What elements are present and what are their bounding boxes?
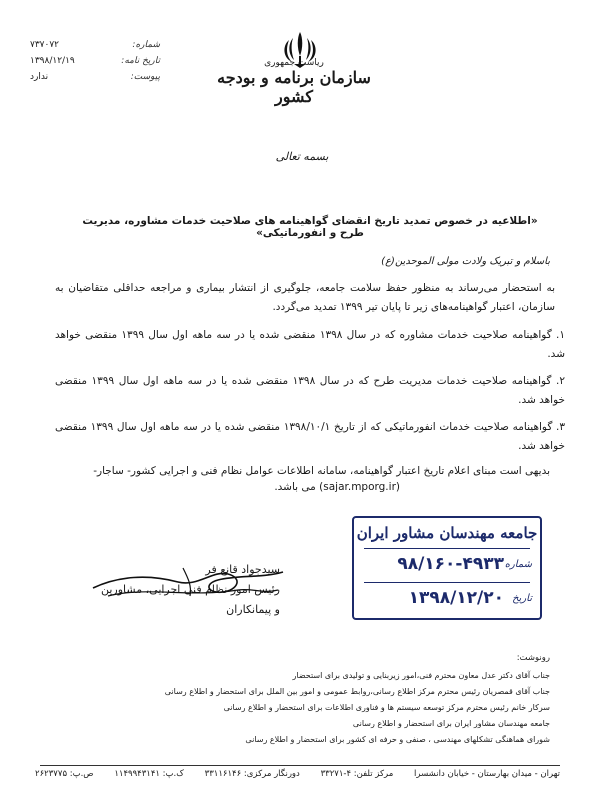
signatory-role-continued: و پیمانکاران	[226, 603, 280, 616]
cc-item: سرکار خانم رئیس محترم مرکز توسعه سیستم ها و فناوری اطلاعات برای استحضار و اطلاع رسانی	[223, 703, 550, 712]
cc-list	[120, 668, 550, 748]
footer-fax: دورنگار مرکزی: ۳۳۱۱۶۱۴۶	[204, 769, 300, 779]
organization-name: سازمان برنامه و بودجه کشور	[217, 68, 371, 106]
stamp-divider	[364, 548, 530, 549]
date-value: ۱۳۹۸/۱۲/۱۹	[30, 56, 75, 66]
footer-divider	[40, 765, 560, 766]
stamp-date-label: تاریخ	[512, 592, 532, 604]
stamp-date-value: ۱۳۹۸/۱۲/۲۰	[408, 588, 504, 608]
signatory-name: سیدجواد قانع فر	[205, 563, 280, 576]
greeting: باسلام و تبریک ولادت مولی الموحدین(ع)	[381, 256, 550, 267]
handwritten-signature	[88, 556, 288, 606]
website-reference: (sajar.mporg.ir) می باشد.	[274, 481, 400, 493]
closing-paragraph: بدیهی است مبنای اعلام تاریخ اعتبار گواهینامه، سامانه اطلاعات عوامل نظام فنی و اجرایی کشور- ساجار-	[93, 465, 550, 477]
list-item: ۳. گواهینامه صلاحیت خدمات انفورماتیکی که از تاریخ ۱۳۹۸/۱۰/۱ منقضی شده یا در سه ماهه اول سال ۱۳۹۹ منقضی خواهد شد.	[55, 421, 565, 452]
footer-pobox: ص.پ: ۲۶۲۳۷۷۵	[35, 769, 94, 779]
meta-attachment-row	[30, 72, 160, 88]
stamp-number-label: شماره	[504, 558, 532, 570]
list-item: ۱. گواهینامه صلاحیت خدمات مشاوره که در سال ۱۳۹۸ منقضی شده یا در سه ماهه اول سال ۱۳۹۹ منقضی خواهد شد.	[55, 329, 565, 360]
stamp-date-row	[362, 588, 532, 608]
letter-subject: «اطلاعیه در خصوص تمدید تاریخ انقضای گواهینامه های صلاحیت خدمات مشاوره، مدیریت طرح و انفورماتیکی»	[82, 215, 538, 239]
basmala: بسمه تعالی	[275, 150, 329, 163]
attachment-value: ندارد	[30, 72, 49, 82]
letter-meta	[30, 40, 160, 88]
intro-paragraph: به استحضار می‌رساند به منظور حفظ سلامت جامعه، جلوگیری از انتشار بیماری و مراجعه حداقلی متقاضیان به سازمان، اعتبار گواهینامه‌های زیر تا پایان تیر ۱۳۹۹ تمدید می‌گردد.	[55, 282, 555, 313]
number-value: ۷۳۷۰۷۲	[30, 40, 60, 50]
stamp-divider	[364, 582, 530, 583]
number-label: شماره:	[132, 40, 160, 50]
stamp-number-value: ۹۸/۱۶۰-۴۹۳۳	[397, 554, 504, 574]
official-stamp	[352, 516, 542, 620]
signatory-role: رئیس امور نظام فنی اجرایی، مشاورین	[100, 583, 280, 596]
footer	[35, 769, 560, 779]
list-item: ۲. گواهینامه صلاحیت خدمات مدیریت طرح که در سال ۱۳۹۸ منقضی شده یا در سه ماهه اول سال ۱۳۹۹ منقضی خواهد شد.	[55, 375, 565, 406]
footer-postcode: ک.پ: ۱۱۴۹۹۴۳۱۴۱	[114, 769, 184, 779]
date-label: تاریخ نامه:	[121, 56, 160, 66]
cc-item: جامعه مهندسان مشاور ایران برای استحضار و اطلاع رسانی	[352, 719, 550, 728]
cc-item: شورای هماهنگی تشکلهای مهندسی ، صنفی و حرفه ای کشور برای استحضار و اطلاع رسانی	[245, 735, 550, 744]
footer-address: تهران - میدان بهارستان - خیابان دانشسرا	[414, 769, 560, 779]
presidency-label: ریاست جمهوری	[264, 58, 324, 68]
cc-item: جناب آقای قمصریان رئیس محترم مرکز اطلاع رسانی،روابط عمومی و امور بین الملل برای استحضار و اطلاع رسانی	[164, 687, 550, 696]
stamp-title: جامعه مهندسان مشاور ایران	[356, 524, 538, 542]
stamp-number-row	[362, 554, 532, 574]
meta-number-row	[30, 40, 160, 56]
attachment-label: پیوست:	[130, 72, 160, 82]
footer-central-phone: مرکز تلفن: ۴-۳۳۲۷۱	[320, 769, 394, 779]
cc-item: جناب آقای دکتر عدل معاون محترم فنی،امور زیربنایی و تولیدی برای استحضار	[292, 671, 550, 680]
cc-title: رونوشت:	[516, 653, 550, 663]
meta-date-row	[30, 56, 160, 72]
